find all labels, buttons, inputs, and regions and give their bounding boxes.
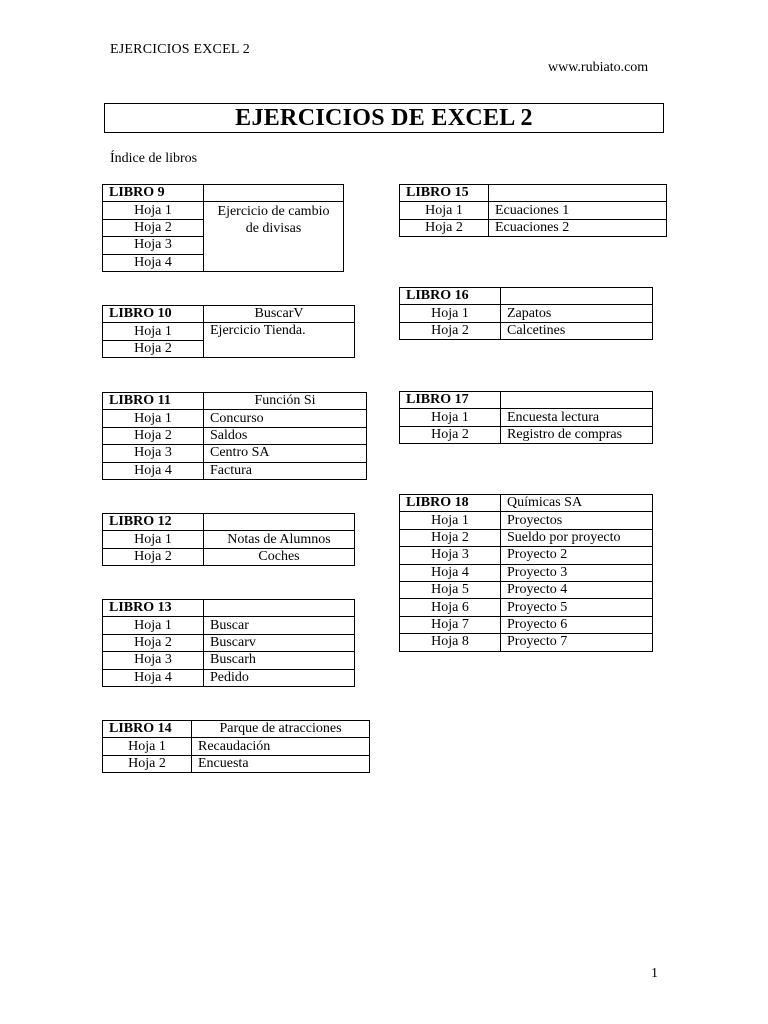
libro-18-table	[399, 494, 653, 652]
hoja-cell: Hoja 5	[400, 581, 501, 598]
libro-12-head: LIBRO 12	[103, 514, 204, 531]
libro-10-desc: Ejercicio Tienda.	[204, 323, 355, 358]
libro-10-subtitle: BuscarV	[204, 306, 355, 323]
libro-14-table	[102, 720, 370, 773]
item-cell: Calcetines	[501, 322, 653, 339]
table-row	[103, 600, 355, 617]
empty-cell	[204, 600, 355, 617]
hoja-cell: Hoja 2	[400, 322, 501, 339]
libro-11-subtitle: Función Si	[204, 393, 367, 410]
item-cell: Ecuaciones 2	[489, 219, 667, 236]
item-cell: Pedido	[204, 669, 355, 686]
libro-17-head: LIBRO 17	[400, 392, 501, 409]
libro-17-table	[399, 391, 653, 444]
hoja-cell: Hoja 1	[103, 202, 204, 219]
item-cell: Saldos	[204, 427, 367, 444]
item-cell: Proyecto 6	[501, 616, 653, 633]
hoja-cell: Hoja 4	[103, 254, 204, 271]
hoja-cell: Hoja 2	[103, 340, 204, 357]
header-website: www.rubiato.com	[548, 60, 649, 75]
libro-12-table	[102, 513, 355, 566]
hoja-cell: Hoja 3	[103, 652, 204, 669]
item-cell: Proyecto 5	[501, 599, 653, 616]
table-row	[400, 185, 667, 202]
hoja-cell: Hoja 1	[103, 738, 192, 755]
table-row	[103, 531, 355, 548]
libro-11-table	[102, 392, 367, 480]
empty-cell	[489, 185, 667, 202]
hoja-cell: Hoja 3	[103, 445, 204, 462]
item-cell: Recaudación	[192, 738, 370, 755]
item-cell: Sueldo por proyecto	[501, 529, 653, 546]
item-cell: Buscar	[204, 617, 355, 634]
libro-9-head: LIBRO 9	[103, 185, 204, 202]
index-label: Índice de libros	[110, 151, 198, 166]
table-row	[400, 599, 653, 616]
table-row	[400, 495, 653, 512]
table-row	[400, 305, 653, 322]
hoja-cell: Hoja 2	[400, 219, 489, 236]
item-cell: Encuesta lectura	[501, 409, 653, 426]
hoja-cell: Hoja 4	[400, 564, 501, 581]
item-cell: Centro SA	[204, 445, 367, 462]
table-row	[103, 393, 367, 410]
table-row	[400, 529, 653, 546]
table-row	[103, 514, 355, 531]
table-row	[103, 669, 355, 686]
table-row	[400, 409, 653, 426]
empty-cell	[204, 185, 344, 202]
hoja-cell: Hoja 2	[103, 548, 204, 565]
hoja-cell: Hoja 1	[400, 409, 501, 426]
libro-13-table	[102, 599, 355, 687]
libro-14-subtitle: Parque de atracciones	[192, 721, 370, 738]
table-row	[400, 564, 653, 581]
table-row	[400, 426, 653, 443]
libro-18-subtitle: Químicas SA	[501, 495, 653, 512]
libro-10-head: LIBRO 10	[103, 306, 204, 323]
table-row	[400, 581, 653, 598]
table-row	[103, 617, 355, 634]
item-cell: Zapatos	[501, 305, 653, 322]
hoja-cell: Hoja 7	[400, 616, 501, 633]
hoja-cell: Hoja 2	[103, 755, 192, 772]
empty-cell	[501, 288, 653, 305]
table-row	[400, 322, 653, 339]
document-title-text: EJERCICIOS DE EXCEL 2	[235, 104, 533, 131]
item-cell: Registro de compras	[501, 426, 653, 443]
libro-11-head: LIBRO 11	[103, 393, 204, 410]
item-cell: Encuesta	[192, 755, 370, 772]
hoja-cell: Hoja 1	[103, 617, 204, 634]
item-cell: Buscarh	[204, 652, 355, 669]
item-cell: Proyectos	[501, 512, 653, 529]
hoja-cell: Hoja 1	[400, 305, 501, 322]
header-title: EJERCICIOS EXCEL 2	[110, 42, 250, 57]
hoja-cell: Hoja 1	[103, 410, 204, 427]
libro-16-head: LIBRO 16	[400, 288, 501, 305]
item-cell: Proyecto 7	[501, 634, 653, 651]
libro-13-head: LIBRO 13	[103, 600, 204, 617]
item-cell: Notas de Alumnos	[204, 531, 355, 548]
empty-cell	[501, 392, 653, 409]
table-row	[103, 306, 355, 323]
table-row	[103, 548, 355, 565]
table-row	[103, 185, 344, 202]
empty-cell	[204, 514, 355, 531]
hoja-cell: Hoja 1	[400, 202, 489, 219]
item-cell: Factura	[204, 462, 367, 479]
hoja-cell: Hoja 2	[103, 219, 204, 236]
item-cell: Concurso	[204, 410, 367, 427]
page-number: 1	[651, 966, 658, 981]
hoja-cell: Hoja 2	[400, 426, 501, 443]
item-cell: Ecuaciones 1	[489, 202, 667, 219]
hoja-cell: Hoja 1	[400, 512, 501, 529]
hoja-cell: Hoja 2	[400, 529, 501, 546]
libro-9-table	[102, 184, 344, 272]
item-cell: Proyecto 3	[501, 564, 653, 581]
hoja-cell: Hoja 4	[103, 669, 204, 686]
item-cell: Proyecto 2	[501, 547, 653, 564]
table-row	[400, 219, 667, 236]
table-row	[400, 202, 667, 219]
hoja-cell: Hoja 6	[400, 599, 501, 616]
item-cell: Proyecto 4	[501, 581, 653, 598]
table-row	[103, 410, 367, 427]
table-row	[400, 634, 653, 651]
table-row	[400, 547, 653, 564]
hoja-cell: Hoja 1	[103, 323, 204, 340]
table-row	[103, 323, 355, 340]
table-row	[103, 738, 370, 755]
hoja-cell: Hoja 2	[103, 427, 204, 444]
libro-18-head: LIBRO 18	[400, 495, 501, 512]
table-row	[103, 462, 367, 479]
item-cell: Buscarv	[204, 634, 355, 651]
table-row	[103, 755, 370, 772]
table-row	[103, 721, 370, 738]
item-cell: Coches	[204, 548, 355, 565]
table-row	[400, 616, 653, 633]
table-row	[400, 288, 653, 305]
table-row	[103, 202, 344, 219]
libro-15-table	[399, 184, 667, 237]
hoja-cell: Hoja 3	[400, 547, 501, 564]
hoja-cell: Hoja 4	[103, 462, 204, 479]
libro-9-desc: Ejercicio de cambio de divisas	[204, 202, 344, 272]
table-row	[103, 652, 355, 669]
libro-16-table	[399, 287, 653, 340]
table-row	[103, 427, 367, 444]
table-row	[400, 512, 653, 529]
libro-15-head: LIBRO 15	[400, 185, 489, 202]
libro-10-table	[102, 305, 355, 358]
document-title	[104, 103, 664, 133]
hoja-cell: Hoja 2	[103, 634, 204, 651]
hoja-cell: Hoja 3	[103, 237, 204, 254]
table-row	[400, 392, 653, 409]
table-row	[103, 445, 367, 462]
libro-14-head: LIBRO 14	[103, 721, 192, 738]
hoja-cell: Hoja 1	[103, 531, 204, 548]
hoja-cell: Hoja 8	[400, 634, 501, 651]
table-row	[103, 634, 355, 651]
